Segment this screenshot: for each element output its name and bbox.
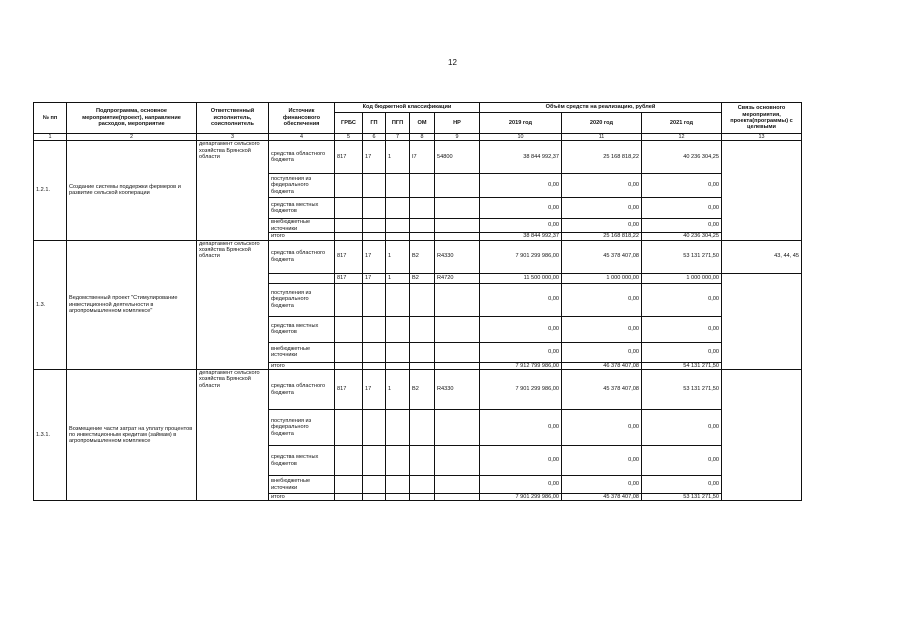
value-2019: 7 901 299 986,00: [480, 240, 562, 273]
value-2021: 0,00: [642, 316, 722, 342]
col-number: 5: [335, 134, 363, 141]
column-number-row: [34, 134, 802, 141]
col-number: 6: [363, 134, 386, 141]
row-link: [722, 370, 802, 501]
row-program-name: Ведомственный проект "Стимулирование инвестиционной деятельности в агропромышленном комплексе": [67, 240, 197, 369]
source-extra: внебюджетные источники: [269, 476, 335, 494]
header-responsible: Ответственный исполнитель, соисполнитель: [197, 103, 269, 134]
code-pgp: 1: [386, 141, 410, 174]
header-2020: 2020 год: [562, 113, 642, 134]
value-2020: 0,00: [562, 446, 642, 476]
header-volume: Объём средств на реализацию, рублей: [480, 103, 722, 113]
code-gp: 17: [363, 141, 386, 174]
value-2020: 45 378 407,08: [562, 370, 642, 410]
value-2019: 0,00: [480, 283, 562, 316]
col-number: 2: [67, 134, 197, 141]
value-2019: 11 500 000,00: [480, 273, 562, 283]
header-program: Подпрограмма, основное мероприятие(проект), направление расходов, мероприятие: [67, 103, 197, 134]
col-number: 7: [386, 134, 410, 141]
code-grbs: 817: [335, 370, 363, 410]
col-number: 4: [269, 134, 335, 141]
code-grbs: 817: [335, 141, 363, 174]
col-number: 1: [34, 134, 67, 141]
value-2020: 0,00: [562, 219, 642, 233]
source-federal: поступления из федерального бюджета: [269, 410, 335, 446]
col-number: 3: [197, 134, 269, 141]
row-num: 1.3.: [34, 240, 67, 369]
header-grbs: ГРБС: [335, 113, 363, 134]
source-local: средства местных бюджетов: [269, 446, 335, 476]
table-row: [34, 370, 802, 410]
value-2019: 38 844 992,37: [480, 141, 562, 174]
row-program-name: Возмещение части затрат на уплату процентов по инвестиционным кредитам (займам) в агропромышленном комплексе: [67, 370, 197, 501]
code-gp: 17: [363, 240, 386, 273]
value-2021: 0,00: [642, 410, 722, 446]
col-number: 12: [642, 134, 722, 141]
total-2021: 53 131 271,50: [642, 494, 722, 501]
value-2021: 0,00: [642, 219, 722, 233]
table-row: [34, 240, 802, 273]
code-pgp: 1: [386, 370, 410, 410]
source-total: итого: [269, 494, 335, 501]
total-2021: 40 236 304,25: [642, 233, 722, 240]
header-2019: 2019 год: [480, 113, 562, 134]
value-2020: 25 168 818,22: [562, 141, 642, 174]
header-2021: 2021 год: [642, 113, 722, 134]
value-2021: 0,00: [642, 476, 722, 494]
header-row-1: [34, 103, 802, 113]
col-number: 9: [435, 134, 480, 141]
total-2020: 45 378 407,08: [562, 494, 642, 501]
code-pgp: 1: [386, 273, 410, 283]
row-responsible: департамент сельского хозяйства Брянской области: [197, 141, 269, 240]
source-regional: средства областного бюджета: [269, 240, 335, 273]
value-2019: 0,00: [480, 219, 562, 233]
value-2020: 0,00: [562, 316, 642, 342]
row-responsible: департамент сельского хозяйства Брянской области: [197, 240, 269, 369]
value-2019: 0,00: [480, 446, 562, 476]
total-2019: 7 912 799 986,00: [480, 362, 562, 369]
col-number: 13: [722, 134, 802, 141]
source-regional: средства областного бюджета: [269, 141, 335, 174]
value-2021: 0,00: [642, 283, 722, 316]
value-2020: 45 378 407,08: [562, 240, 642, 273]
code-om: I7: [410, 141, 435, 174]
value-2019: 7 901 299 986,00: [480, 370, 562, 410]
value-2019: 0,00: [480, 342, 562, 362]
value-2021: 0,00: [642, 342, 722, 362]
header-nr: НР: [435, 113, 480, 134]
value-2020: 0,00: [562, 283, 642, 316]
header-om: ОМ: [410, 113, 435, 134]
value-2021: 40 236 304,25: [642, 141, 722, 174]
value-2019: 0,00: [480, 316, 562, 342]
source-total: итого: [269, 362, 335, 369]
source-extra: внебюджетные источники: [269, 219, 335, 233]
value-2020: 0,00: [562, 174, 642, 198]
value-2020: 1 000 000,00: [562, 273, 642, 283]
value-2021: 0,00: [642, 446, 722, 476]
header-budget-code: Код бюджетной классификации: [335, 103, 480, 113]
total-2019: 38 844 992,37: [480, 233, 562, 240]
total-2019: 7 901 299 986,00: [480, 494, 562, 501]
header-gp: ГП: [363, 113, 386, 134]
source-federal: поступления из федерального бюджета: [269, 283, 335, 316]
code-grbs: 817: [335, 273, 363, 283]
row-program-name: Создание системы поддержки фермеров и развитие сельской кооперации: [67, 141, 197, 240]
code-om: B2: [410, 273, 435, 283]
code-gp: 17: [363, 273, 386, 283]
code-grbs: 817: [335, 240, 363, 273]
value-2020: 0,00: [562, 198, 642, 219]
row-link: 43, 44, 45: [722, 240, 802, 273]
header-link: Связь основного мероприятия, проекта(программы) с целевыми: [722, 103, 802, 134]
total-2020: 46 378 407,08: [562, 362, 642, 369]
code-gp: 17: [363, 370, 386, 410]
source-regional-2: [269, 273, 335, 283]
code-om: B2: [410, 370, 435, 410]
code-om: B2: [410, 240, 435, 273]
value-2020: 0,00: [562, 476, 642, 494]
header-source: Источник финансового обеспечения: [269, 103, 335, 134]
table-row: [34, 141, 802, 174]
source-regional: средства областного бюджета: [269, 370, 335, 410]
row-responsible: департамент сельского хозяйства Брянской области: [197, 370, 269, 501]
code-pgp: 1: [386, 240, 410, 273]
source-local: средства местных бюджетов: [269, 316, 335, 342]
page-number: 12: [448, 58, 457, 67]
row-num: 1.2.1.: [34, 141, 67, 240]
col-number: 11: [562, 134, 642, 141]
code-nr: R4330: [435, 240, 480, 273]
value-2019: 0,00: [480, 198, 562, 219]
header-num: № пп: [34, 103, 67, 134]
source-total: итого: [269, 233, 335, 240]
value-2019: 0,00: [480, 476, 562, 494]
col-number: 8: [410, 134, 435, 141]
total-2020: 25 168 818,22: [562, 233, 642, 240]
code-nr: R4720: [435, 273, 480, 283]
value-2019: 0,00: [480, 174, 562, 198]
value-2021: 0,00: [642, 174, 722, 198]
col-number: 10: [480, 134, 562, 141]
code-nr: 54800: [435, 141, 480, 174]
value-2020: 0,00: [562, 342, 642, 362]
row-num: 1.3.1.: [34, 370, 67, 501]
row-link: [722, 273, 802, 369]
value-2021: 53 131 271,50: [642, 240, 722, 273]
source-extra: внебюджетные источники: [269, 342, 335, 362]
header-pgp: ПГП: [386, 113, 410, 134]
budget-table: [33, 102, 802, 501]
source-federal: поступления из федерального бюджета: [269, 174, 335, 198]
value-2019: 0,00: [480, 410, 562, 446]
value-2020: 0,00: [562, 410, 642, 446]
value-2021: 0,00: [642, 198, 722, 219]
value-2021: 1 000 000,00: [642, 273, 722, 283]
code-nr: R4330: [435, 370, 480, 410]
total-2021: 54 131 271,50: [642, 362, 722, 369]
row-link: [722, 141, 802, 240]
value-2021: 53 131 271,50: [642, 370, 722, 410]
source-local: средства местных бюджетов: [269, 198, 335, 219]
